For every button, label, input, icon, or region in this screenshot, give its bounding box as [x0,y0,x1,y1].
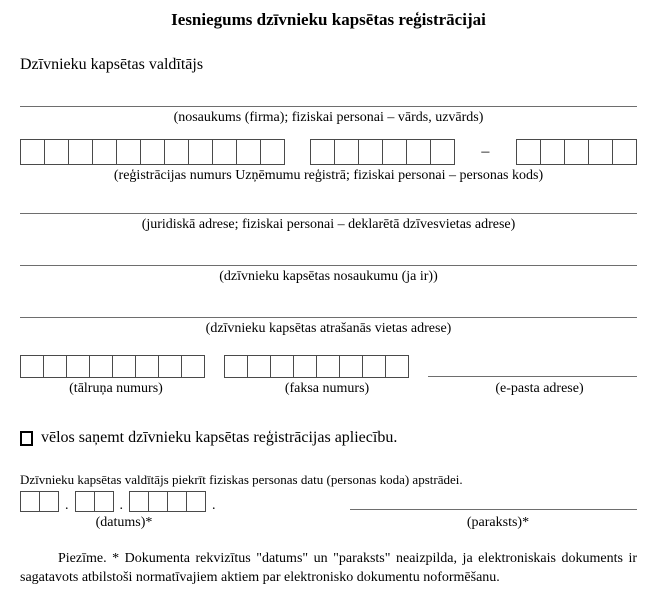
date-year-boxes[interactable] [129,491,206,512]
date-separator: . [119,498,123,513]
date-caption: (datums)* [95,515,153,530]
input-cell[interactable] [164,139,189,165]
input-cell[interactable] [39,491,59,512]
date-signature-captions [20,514,637,532]
input-cell[interactable] [334,139,359,165]
signature-caption: (paraksts)* [466,515,530,530]
registration-number-caption: (reģistrācijas numurs Uzņēmumu reģistrā; fiziskai personai – personas kods) [113,168,544,183]
input-cell[interactable] [406,139,431,165]
input-cell[interactable] [181,355,205,378]
input-cell[interactable] [94,491,114,512]
registration-number-row [20,139,637,165]
personal-code-second-boxes[interactable] [516,139,637,165]
fax-caption: (faksa numurs) [284,381,370,396]
input-cell[interactable] [224,355,248,378]
input-cell[interactable] [75,491,95,512]
input-cell[interactable] [588,139,613,165]
input-cell[interactable] [260,139,285,165]
date-month-boxes[interactable] [75,491,114,512]
input-cell[interactable] [358,139,383,165]
registration-number-boxes[interactable] [20,139,285,165]
cemetery-name-input-line[interactable] [20,265,637,266]
input-cell[interactable] [44,139,69,165]
input-cell[interactable] [188,139,213,165]
certificate-checkbox[interactable] [20,431,33,446]
input-cell[interactable] [339,355,363,378]
input-cell[interactable] [167,491,187,512]
input-cell[interactable] [385,355,409,378]
personal-code-dash: – [481,143,490,160]
input-cell[interactable] [236,139,261,165]
cemetery-address-caption: (dzīvnieku kapsētas atrašanās vietas adrese) [205,321,452,336]
input-cell[interactable] [116,139,141,165]
date-day-boxes[interactable] [20,491,59,512]
input-cell[interactable] [612,139,637,165]
input-cell[interactable] [112,355,136,378]
input-cell[interactable] [362,355,386,378]
input-cell[interactable] [293,355,317,378]
owner-label: Dzīvnieku kapsētas valdītājs [20,56,204,73]
phone-caption: (tālruņa numurs) [69,381,163,396]
form-title: Iesniegums dzīvnieku kapsētas reģistrācijai [171,10,486,29]
input-cell[interactable] [92,139,117,165]
input-cell[interactable] [270,355,294,378]
contacts-row [20,355,637,378]
input-cell[interactable] [129,491,149,512]
input-cell[interactable] [20,139,45,165]
input-cell[interactable] [186,491,206,512]
date-separator: . [65,498,69,513]
input-cell[interactable] [247,355,271,378]
input-cell[interactable] [43,355,67,378]
name-caption: (nosaukums (firma); fiziskai personai – vārds, uzvārds) [173,110,484,125]
fax-number-boxes[interactable] [224,355,409,378]
input-cell[interactable] [20,355,44,378]
cemetery-name-caption: (dzīvnieku kapsētas nosaukumu (ja ir)) [219,269,438,284]
input-cell[interactable] [382,139,407,165]
input-cell[interactable] [516,139,541,165]
input-cell[interactable] [20,491,40,512]
date-separator: . [212,498,216,513]
input-cell[interactable] [316,355,340,378]
certificate-checkbox-label: vēlos saņemt dzīvnieku kapsētas reģistrācijas apliecību. [41,429,398,446]
date-signature-row [20,491,637,512]
input-cell[interactable] [140,139,165,165]
input-cell[interactable] [89,355,113,378]
input-cell[interactable] [564,139,589,165]
consent-statement: Dzīvnieku kapsētas valdītājs piekrīt fiziskas personas datu (personas koda) apstrādei. [20,472,463,487]
input-cell[interactable] [310,139,335,165]
input-cell[interactable] [158,355,182,378]
name-input-line[interactable] [20,106,637,107]
personal-code-first-boxes[interactable] [310,139,455,165]
input-cell[interactable] [212,139,237,165]
input-cell[interactable] [66,355,90,378]
input-cell[interactable] [68,139,93,165]
contacts-captions [20,380,637,398]
input-cell[interactable] [148,491,168,512]
phone-number-boxes[interactable] [20,355,205,378]
certificate-request-row [20,428,637,448]
input-cell[interactable] [430,139,455,165]
email-input-line[interactable] [428,376,637,377]
footnote: Piezīme. * Dokumenta rekvizītus "datums" un "paraksts" neaizpilda, ja elektroniskais dokuments ir sagatavots atbilstoši normatīvajiem aktiem par elektronisko dokumentu noformēšanu. [20,551,637,585]
input-cell[interactable] [540,139,565,165]
legal-address-caption: (juridiskā adrese; fiziskai personai – deklarētā dzīvesvietas adrese) [141,217,516,232]
legal-address-input-line[interactable] [20,213,637,214]
email-caption: (e-pasta adrese) [495,381,584,396]
signature-input-line[interactable] [350,509,638,510]
cemetery-address-input-line[interactable] [20,317,637,318]
input-cell[interactable] [135,355,159,378]
